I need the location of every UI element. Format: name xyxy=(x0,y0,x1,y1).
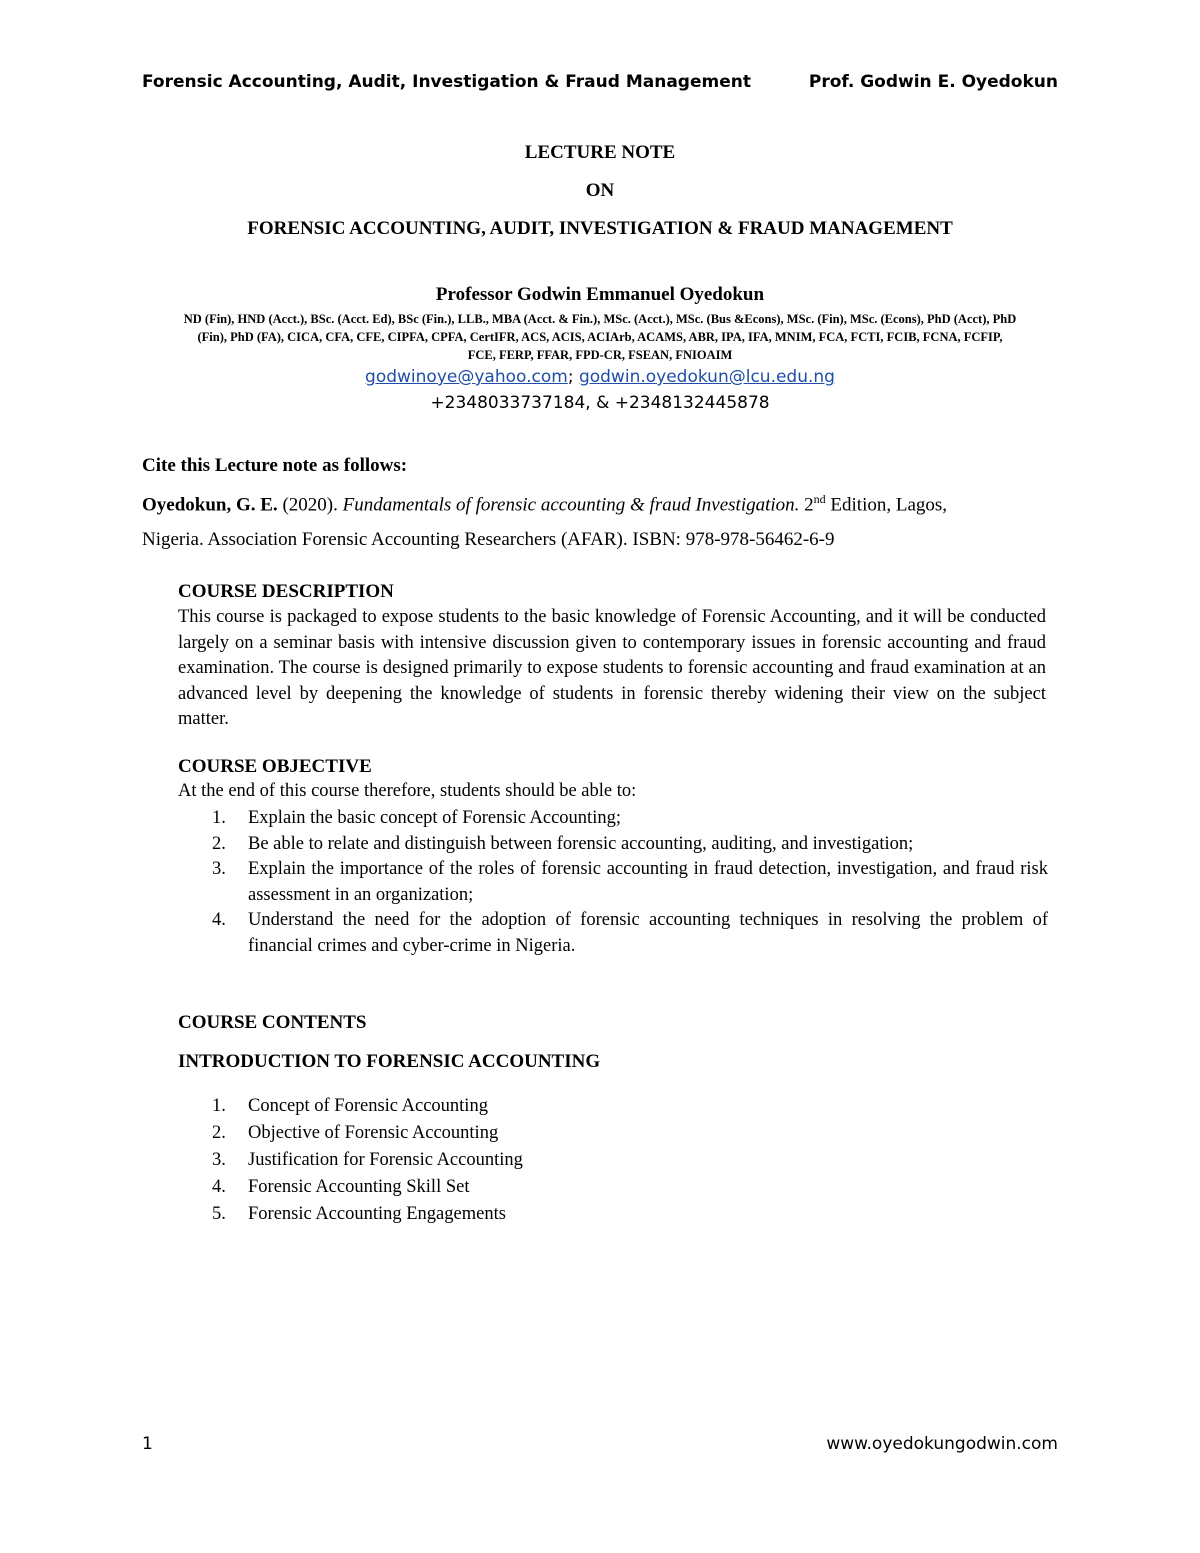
footer-website: www.oyedokungodwin.com xyxy=(826,1434,1058,1454)
list-item xyxy=(212,832,1048,858)
list-item xyxy=(212,1093,523,1120)
list-item-text: Be able to relate and distinguish between forensic accounting, auditing, and investigation; xyxy=(248,833,914,854)
qualifications-line-2: (Fin), PhD (FA), CICA, CFA, CFE, CIPFA, CPFA, CertIFR, ACS, ACIS, ACIArb, ACAMS, ABR, IPA, IFA, MNIM, FCA, FCTI, FCIB, FCNA, FCFIP, xyxy=(197,330,1003,344)
list-item xyxy=(212,1147,523,1174)
email-link-lcu[interactable]: godwin.oyedokun@lcu.edu.ng xyxy=(578,367,835,387)
list-item-text: Explain the importance of the roles of forensic accounting in fraud detection, investigation, and fraud risk assessment in an organization; xyxy=(248,859,1048,905)
citation-edition-number: 2 xyxy=(799,494,814,516)
list-item-text: Understand the need for the adoption of forensic accounting techniques in resolving the problem of financial crimes and cyber-crime in Nigeria. xyxy=(248,910,1048,956)
citation-heading: Cite this Lecture note as follows: xyxy=(142,455,408,476)
list-item-number: 2. xyxy=(212,1123,226,1143)
author-name: Professor Godwin Emmanuel Oyedokun xyxy=(435,284,765,305)
list-item-number: 4. xyxy=(212,1177,226,1197)
list-item-number: 1. xyxy=(212,1096,226,1116)
list-item xyxy=(212,908,1048,959)
running-header-title: Forensic Accounting, Audit, Investigation & Fraud Management xyxy=(142,72,751,92)
list-item-number: 4. xyxy=(212,910,226,930)
qualifications-line-1: ND (Fin), HND (Acct.), BSc. (Acct. Ed), BSc (Fin.), LLB., MBA (Acct. & Fin.), MSc. (Acct.), MSc. (Bus &Econs), MSc. (Fin), MSc. (Econs), PhD (Acct), PhD xyxy=(183,312,1017,326)
list-item-text: Objective of Forensic Accounting xyxy=(248,1123,499,1143)
title-line-3: FORENSIC ACCOUNTING, AUDIT, INVESTIGATION & FRAUD MANAGEMENT xyxy=(247,218,953,239)
email-link-yahoo[interactable]: godwinoye@yahoo.com xyxy=(365,367,568,387)
list-item xyxy=(212,1174,523,1201)
list-item-number: 5. xyxy=(212,1204,226,1224)
course-description-heading: COURSE DESCRIPTION xyxy=(178,581,394,602)
citation-book-title: Fundamentals of forensic accounting & fraud Investigation. xyxy=(342,494,800,516)
citation-line-1 xyxy=(142,492,1062,516)
course-objective-intro: At the end of this course therefore, students should be able to: xyxy=(178,781,637,801)
course-objective-list xyxy=(212,806,1048,959)
list-item-text: Explain the basic concept of Forensic Accounting; xyxy=(248,808,621,828)
list-item-number: 3. xyxy=(212,1150,226,1170)
author-qualifications xyxy=(142,310,1058,364)
email-separator: ; xyxy=(567,367,574,387)
citation-author: Oyedokun, G. E. xyxy=(142,494,278,516)
list-item xyxy=(212,1201,523,1228)
page-number: 1 xyxy=(142,1434,153,1454)
citation-year: (2020). xyxy=(277,494,343,516)
list-item-text: Concept of Forensic Accounting xyxy=(248,1096,488,1116)
list-item xyxy=(212,1120,523,1147)
citation-edition-superscript: nd xyxy=(813,492,826,506)
course-contents-heading: COURSE CONTENTS xyxy=(178,1012,367,1033)
title-line-2: ON xyxy=(585,180,615,201)
citation-edition-rest: Edition, Lagos, xyxy=(825,494,948,516)
list-item-text: Forensic Accounting Engagements xyxy=(248,1204,506,1224)
list-item-number: 2. xyxy=(212,833,226,854)
list-item-text: Justification for Forensic Accounting xyxy=(248,1150,523,1170)
qualifications-line-3: FCE, FERP, FFAR, FPD-CR, FSEAN, FNIOAIM xyxy=(467,348,733,362)
citation-line-2: Nigeria. Association Forensic Accounting Researchers (AFAR). ISBN: 978-978-56462-6-9 xyxy=(142,529,835,550)
list-item-text: Forensic Accounting Skill Set xyxy=(248,1177,470,1197)
running-header-author: Prof. Godwin E. Oyedokun xyxy=(808,72,1058,92)
title-line-1: LECTURE NOTE xyxy=(524,142,676,163)
author-phones: +2348033737184, & +2348132445878 xyxy=(430,393,770,413)
course-contents-list xyxy=(212,1093,523,1228)
list-item-number: 1. xyxy=(212,808,226,828)
course-contents-subheading: INTRODUCTION TO FORENSIC ACCOUNTING xyxy=(178,1051,601,1072)
list-item-number: 3. xyxy=(212,859,226,879)
list-item xyxy=(212,806,1048,832)
course-objective-heading: COURSE OBJECTIVE xyxy=(178,756,372,777)
list-item xyxy=(212,857,1048,908)
course-description-text: This course is packaged to expose students to the basic knowledge of Forensic Accounting, and it will be conducted largely on a seminar basis with intensive discussion given to contemporary issues in forensic accounting and fraud examination. The course is designed primarily to expose students to forensic accounting and fraud examination at an advanced level by deepening the knowledge of students in forensic thereby widening their view on the subject matter. xyxy=(178,607,1046,729)
author-emails xyxy=(142,367,1058,387)
